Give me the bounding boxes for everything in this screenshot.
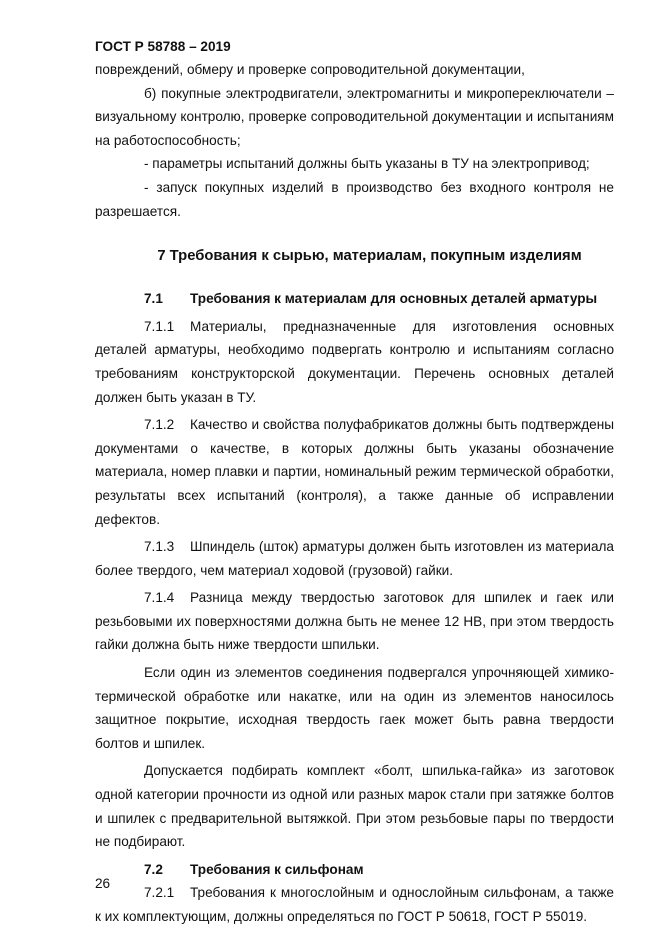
clause-number: 7.1.4 bbox=[144, 590, 175, 606]
clause-text: Качество и свойства полуфабрикатов должны быть подтверждены документами о качестве, в которых должны быть указаны обозначение материала, номер плавки и партии, номинальный режим термической обработки, результаты всех испытаний (контроля), а также данные об исправлении дефектов. bbox=[95, 417, 614, 527]
page-number: 26 bbox=[95, 876, 111, 891]
clause-number: 7.1.3 bbox=[144, 539, 175, 555]
document-code-header: ГОСТ Р 58788 – 2019 bbox=[95, 39, 231, 54]
clause-number: 7.1.2 bbox=[144, 417, 175, 433]
subsection-heading-7-2 bbox=[95, 858, 614, 882]
section-heading-7: 7 Требования к сырью, материалам, покупным изделиям bbox=[157, 248, 582, 265]
paragraph: Если один из элементов соединения подвергался упрочняющей химико-термической обработке или накатке, или на один из элементов наносилось защитное покрытие, исходная твердость гаек может быть равна твердости болтов и шпилек. bbox=[95, 665, 614, 751]
clause-7-1-2 bbox=[95, 413, 614, 531]
subsection-title: Требования к материалам для основных деталей арматуры bbox=[190, 291, 598, 307]
clause-7-1-1 bbox=[95, 315, 614, 409]
subsection-heading-7-1 bbox=[95, 287, 614, 311]
document-page bbox=[95, 38, 614, 929]
clause-7-1-3 bbox=[95, 535, 614, 582]
clause-text: Материалы, предназначенные для изготовления основных деталей арматуры, необходимо подвергать контролю и испытаниям согласно требованиям конструкторской документации. Перечень основных деталей должен быть указан в ТУ. bbox=[95, 318, 614, 405]
paragraph: Допускается подбирать комплект «болт, шпилька-гайка» из заготовок одной категории прочности из одной или разных марок стали при затяжке болтов и шпилек с предварительной вытяжкой. При этом резьбовые пары по твердости не подбирают. bbox=[95, 763, 614, 850]
subsection-number: 7.1 bbox=[144, 291, 163, 307]
clause-text: Разница между твердостью заготовок для шпилек и гаек или резьбовыми их поверхностями должна быть не менее 12 НВ, при этом твердость гайки должна быть ниже твердости шпильки. bbox=[95, 590, 614, 653]
paragraph: - параметры испытаний должны быть указаны в ТУ на электропривод; bbox=[144, 156, 590, 172]
clause-text: Требования к многослойным и однослойным сильфонам, а также к их комплектующим, должны определяться по ГОСТ Р 50618, ГОСТ Р 55019. bbox=[95, 885, 614, 924]
clause-number: 7.2.1 bbox=[144, 885, 175, 901]
paragraph: б) покупные электродвигатели, электромагниты и микропереключатели – визуальному контролю, проверке сопроводительной документации и испытаниям на работоспособность; bbox=[95, 85, 614, 148]
clause-number: 7.1.1 bbox=[144, 318, 175, 334]
clause-text: Шпиндель (шток) арматуры должен быть изготовлен из материала более твердого, чем материал ходовой (грузовой) гайки. bbox=[95, 539, 614, 578]
clause-7-1-4 bbox=[95, 586, 614, 657]
paragraph: повреждений, обмеру и проверке сопроводительной документации, bbox=[95, 62, 525, 77]
subsection-title: Требования к сильфонам bbox=[190, 861, 364, 877]
subsection-number: 7.2 bbox=[144, 861, 163, 877]
clause-7-2-1 bbox=[95, 881, 614, 928]
paragraph: - запуск покупных изделий в производство без входного контроля не разрешается. bbox=[95, 179, 614, 219]
